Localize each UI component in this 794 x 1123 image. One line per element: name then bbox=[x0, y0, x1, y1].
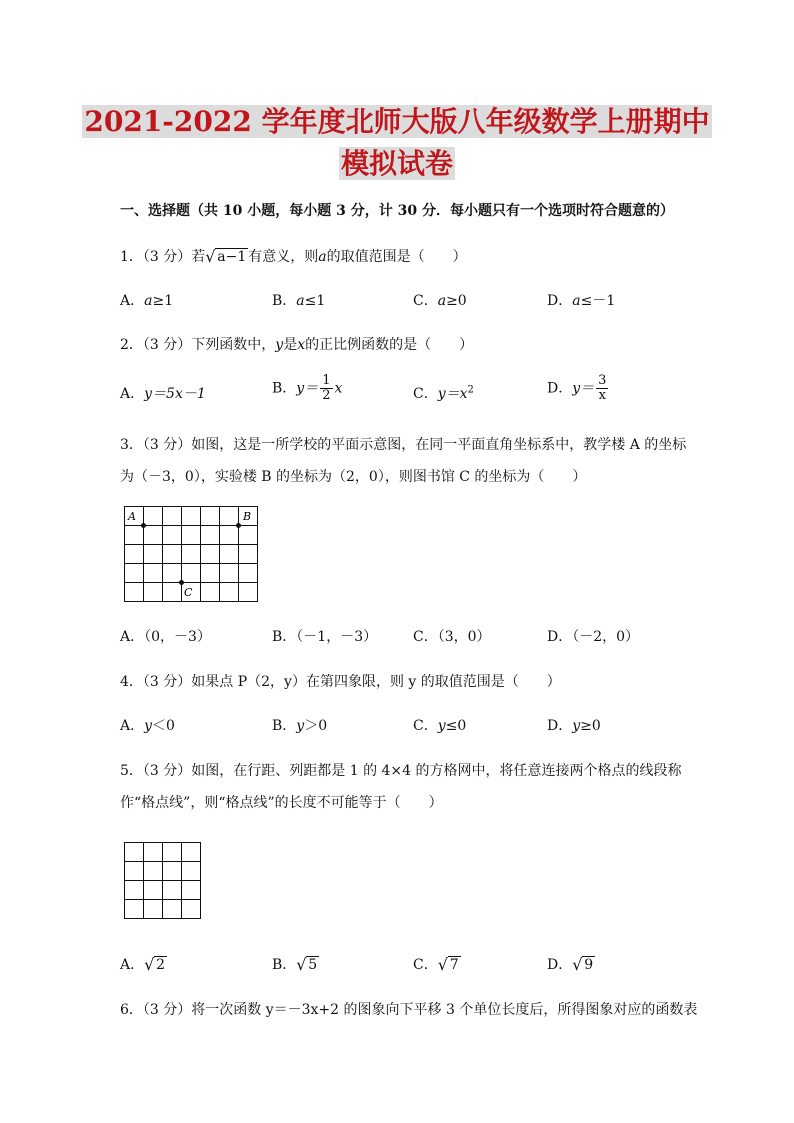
q1-option-a[interactable]: A．a≥1 bbox=[120, 293, 174, 309]
q5-option-b[interactable]: B．√ 5 bbox=[272, 954, 319, 974]
q2-option-c[interactable]: C．$y=x^2$ bbox=[413, 384, 474, 402]
label-b: B bbox=[243, 510, 252, 523]
q3-option-b[interactable]: B．（－1，－3） bbox=[272, 629, 378, 645]
question-1: 1．（3 分）若√ a−1 有意义，则a的取值范围是（ ） bbox=[120, 246, 467, 266]
square-grid-4x4 bbox=[122, 840, 206, 922]
q4-option-c[interactable]: C．y≤0 bbox=[413, 718, 467, 734]
question-2: 2．（3 分）下列函数中，y是x的正比例函数的是（ ） bbox=[120, 337, 474, 353]
point-b bbox=[236, 523, 241, 528]
fraction: $\frac{1}{2}$ bbox=[322, 373, 331, 403]
question-5-line2: 作“格点线”，则“格点线”的长度不可能等于（ ） bbox=[120, 795, 443, 811]
q1-option-b[interactable]: B．a≤1 bbox=[272, 293, 326, 309]
page-title-line2: 模拟试卷 bbox=[340, 147, 453, 180]
label-a: A bbox=[128, 510, 136, 523]
q4-option-a[interactable]: A．y＜0 bbox=[120, 718, 175, 734]
sqrt-symbol: √ 9 bbox=[572, 957, 595, 973]
question-6: 6．（3 分）将一次函数 y＝－3x+2 的图象向下平移 3 个单位长度后，所得图象对应的函数表 bbox=[120, 1002, 698, 1018]
q4-option-b[interactable]: B．y＞0 bbox=[272, 718, 328, 734]
q5-option-d[interactable]: D．√ 9 bbox=[547, 954, 595, 974]
q3-option-a[interactable]: A．（0，－3） bbox=[120, 629, 211, 645]
point-a bbox=[141, 523, 146, 528]
q3-option-c[interactable]: C．（3，0） bbox=[413, 629, 491, 645]
fraction: $\frac{3}{x}$ bbox=[598, 373, 607, 403]
school-map-grid bbox=[120, 502, 265, 607]
q2-option-a[interactable]: A．y＝5x－1 bbox=[120, 386, 206, 402]
sqrt-symbol: √ a−1 bbox=[205, 249, 248, 265]
page-title-line1: 2021-2022 学年度北师大版八年级数学上册期中 bbox=[84, 105, 710, 138]
q1-option-c[interactable]: C．a≥0 bbox=[413, 293, 467, 309]
q4-option-d[interactable]: D．y≥0 bbox=[547, 718, 601, 734]
question-3-line2: 为（－3，0），实验楼 B 的坐标为（2，0），则图书馆 C 的坐标为（ ） bbox=[120, 469, 587, 485]
label-c: C bbox=[184, 586, 193, 599]
section-header: 一、选择题（共 10 小题，每小题 3 分，计 30 分．每小题只有一个选项时符合题意的） bbox=[120, 203, 674, 219]
q2-option-b[interactable]: B．y＝ $\frac{1}{2}$ x bbox=[272, 373, 343, 403]
q5-option-c[interactable]: C．√ 7 bbox=[413, 954, 461, 974]
q3-option-d[interactable]: D．（－2，0） bbox=[547, 629, 640, 645]
q2-option-d[interactable]: D．y＝ $\frac{3}{x}$ bbox=[547, 373, 607, 403]
q5-option-a[interactable]: A．√ 2 bbox=[120, 954, 167, 974]
question-3-line1: 3．（3 分）如图，这是一所学校的平面示意图，在同一平面直角坐标系中，教学楼 A 的坐标 bbox=[120, 437, 687, 453]
question-5-line1: 5．（3 分）如图，在行距、列距都是 1 的 4×4 的方格网中，将任意连接两个格点的线段称 bbox=[120, 763, 682, 779]
q1-option-d[interactable]: D．a≤－1 bbox=[547, 293, 616, 309]
sqrt-symbol: √ 7 bbox=[438, 957, 461, 973]
question-4: 4．（3 分）如果点 P（2，y）在第四象限，则 y 的取值范围是（ ） bbox=[120, 674, 561, 690]
sqrt-symbol: √ 5 bbox=[296, 957, 319, 973]
sqrt-symbol: √ 2 bbox=[144, 957, 167, 973]
point-c bbox=[179, 580, 184, 585]
